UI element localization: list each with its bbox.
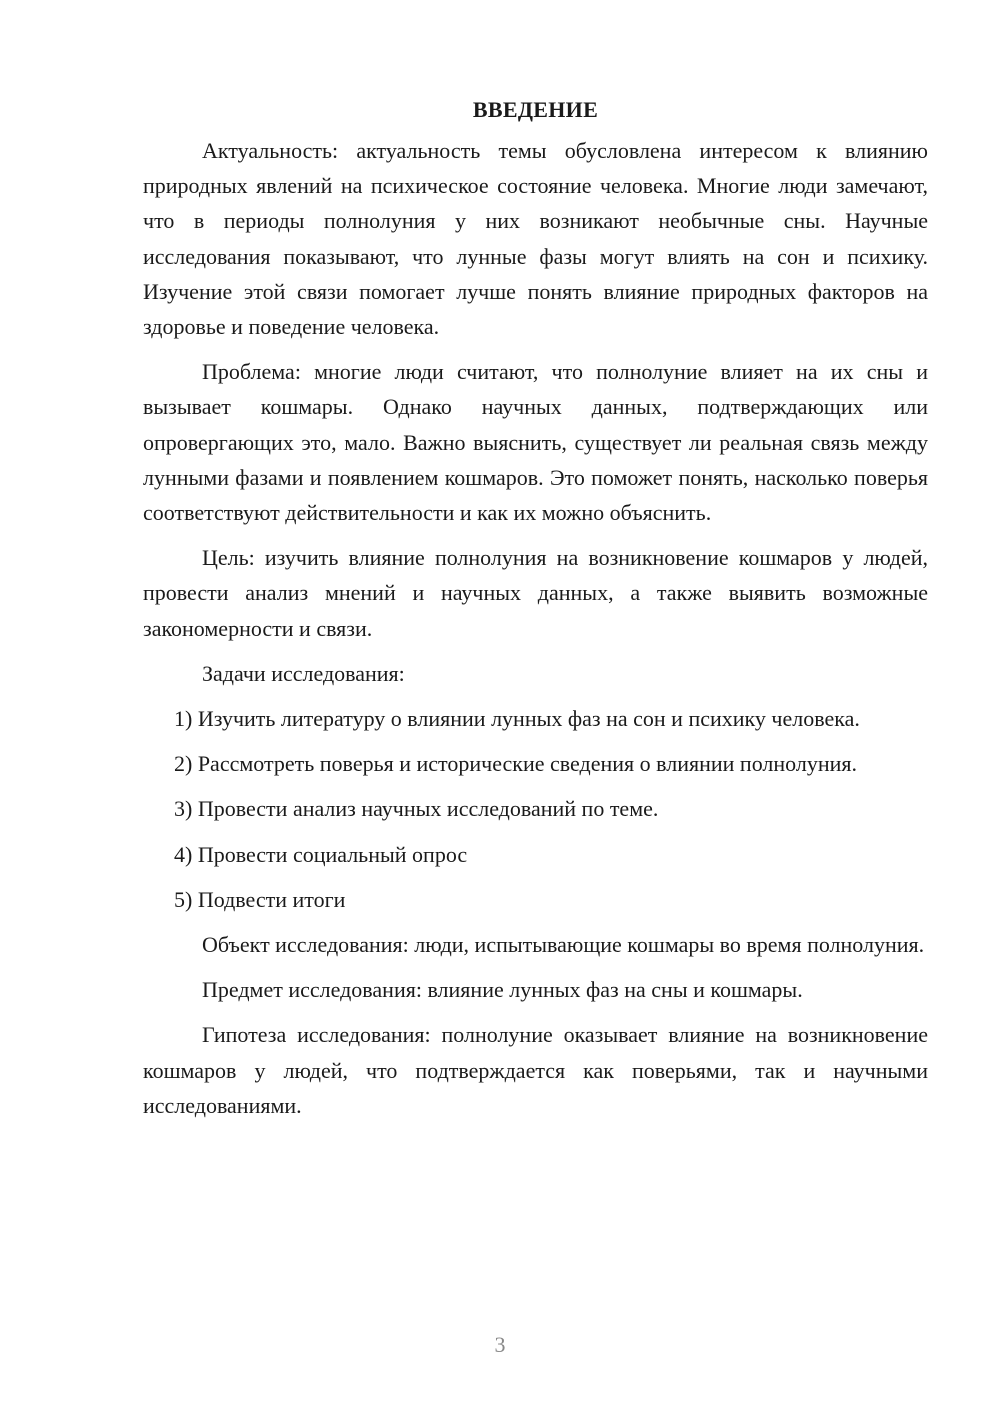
paragraph-goal: Цель: изучить влияние полнолуния на возникновение кошмаров у людей, провести анализ мнений и научных данных, а также выявить возможные закономерности и связи.	[143, 545, 928, 641]
task-item: 3) Провести анализ научных исследований по теме.	[174, 796, 659, 822]
task-item: 5) Подвести итоги	[174, 886, 346, 912]
task-item: 2) Рассмотреть поверья и исторические сведения о влиянии полнолуния.	[174, 751, 858, 777]
paragraph-tasks-heading: Задачи исследования:	[202, 660, 405, 686]
task-item: 4) Провести социальный опрос	[174, 841, 468, 867]
paragraph-subject: Предмет исследования: влияние лунных фаз на сны и кошмары.	[202, 977, 803, 1003]
document-page	[143, 92, 928, 1133]
paragraph-relevance: Актуальность: актуальность темы обусловлена интересом к влиянию природных явлений на психическое состояние человека. Многие люди замечают, что в периоды полнолуния у них возникают необычные сны. Научные исследования показывают, что лунные фазы могут влиять на сон и психику. Изучение этой связи помогает лучше понять влияние природных факторов на здоровье и поведение человека.	[143, 138, 928, 340]
paragraph-problem: Проблема: многие люди считают, что полнолуние влияет на их сны и вызывает кошмары. Однако научных данных, подтверждающих или опровергающих это, мало. Важно выяснить, существует ли реальная связь между лунными фазами и появлением кошмаров. Это поможет понять, насколько поверья соответствуют действительности и как их можно объяснить.	[143, 359, 928, 526]
task-item: 1) Изучить литературу о влиянии лунных фаз на сон и психику человека.	[174, 706, 860, 732]
section-heading: ВВЕДЕНИЕ	[472, 97, 599, 122]
paragraph-hypothesis: Гипотеза исследования: полнолуние оказывает влияние на возникновение кошмаров у людей, что подтверждается как поверьями, так и научными исследованиями.	[143, 1022, 928, 1118]
page-number: 3	[494, 1332, 506, 1357]
paragraph-object: Объект исследования: люди, испытывающие кошмары во время полнолуния.	[202, 932, 925, 958]
